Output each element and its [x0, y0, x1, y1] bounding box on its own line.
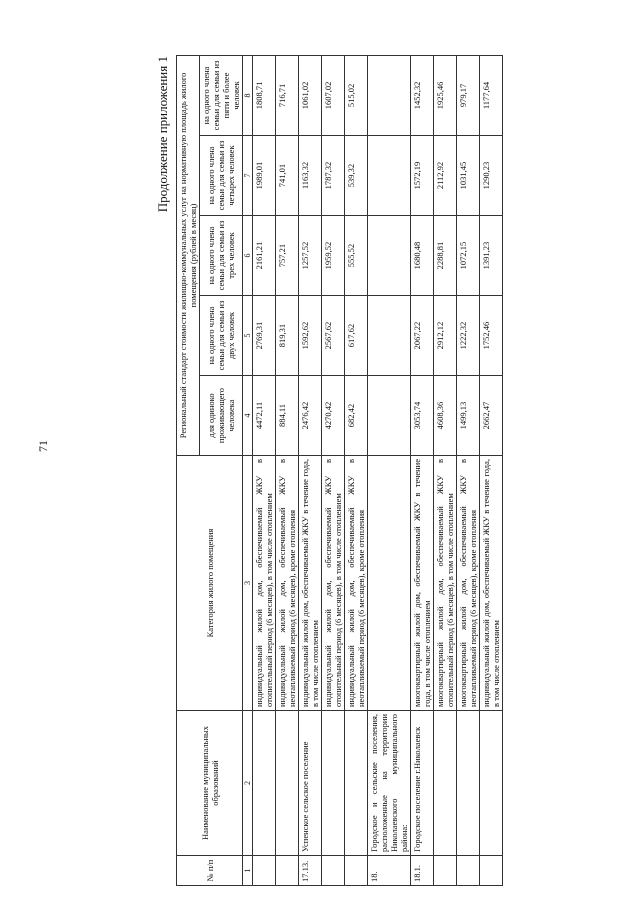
value-family-2: 819,31	[276, 296, 299, 376]
value-family-4: 1031,45	[457, 136, 480, 216]
value-family-3: 1680,48	[411, 216, 434, 296]
continuation-title: Продолжение приложения 1	[155, 56, 170, 213]
col-number: 7	[243, 136, 253, 216]
municipality-name: Успенское сельское поселение	[299, 711, 322, 856]
col-category-header: Категория жилого помещения	[177, 456, 243, 711]
municipality-name: Городское и сельские поселения, расположенные на территории Николаевского муниципального района:	[368, 711, 411, 856]
row-number	[345, 856, 368, 886]
col-number: 3	[243, 456, 253, 711]
sub-header-3: на одного члена семьи для семьи из трех человек	[200, 216, 243, 296]
col-number: 4	[243, 376, 253, 456]
value-single: 2476,42	[299, 376, 322, 456]
row-number: 17.13.	[299, 856, 322, 886]
value-family-4: 1787,32	[322, 136, 345, 216]
row-number	[457, 856, 480, 886]
value-family-3: 555,52	[345, 216, 368, 296]
value-family-2: 1592,62	[299, 296, 322, 376]
housing-category: многоквартирный жилой дом, обеспечиваемый ЖКУ в неотапливаемый период (6 месяцев), кроме отопления	[457, 456, 480, 711]
row-number	[434, 856, 457, 886]
header-row	[177, 55, 200, 885]
value-family-5: 1607,02	[322, 55, 345, 135]
value-family-4: 1572,19	[411, 136, 434, 216]
sub-header-1: для одиноко проживающего человека	[200, 376, 243, 456]
value-family-2: 1222,32	[457, 296, 480, 376]
municipality-name	[480, 711, 503, 856]
value-family-2	[368, 296, 411, 376]
municipality-name	[457, 711, 480, 856]
table-row	[368, 55, 411, 885]
column-number-row	[243, 55, 253, 885]
municipality-name	[434, 711, 457, 856]
value-family-3	[368, 216, 411, 296]
table-row	[299, 55, 322, 885]
housing-category: индивидуальный жилой дом, обеспечиваемый ЖКУ в неотапливаемый период (6 месяцев), кроме отопления	[345, 456, 368, 711]
value-family-2: 1752,46	[480, 296, 503, 376]
municipality-name	[276, 711, 299, 856]
page-number: 71	[36, 440, 50, 452]
value-family-3: 1391,23	[480, 216, 503, 296]
housing-category: индивидуальный жилой дом, обеспечиваемый ЖКУ в течение года, в том числе отоплением	[480, 456, 503, 711]
value-single: 4270,42	[322, 376, 345, 456]
value-family-3: 757,21	[276, 216, 299, 296]
value-family-4: 741,01	[276, 136, 299, 216]
value-family-5: 1061,02	[299, 55, 322, 135]
col-num-header: № п/п	[177, 856, 243, 886]
housing-category: многоквартирный жилой дом, обеспечиваемый ЖКУ в течение года, в том числе отоплением	[411, 456, 434, 711]
value-single: 3053,74	[411, 376, 434, 456]
value-family-5: 1452,32	[411, 55, 434, 135]
value-family-3: 1072,15	[457, 216, 480, 296]
housing-category: индивидуальный жилой дом, обеспечиваемый ЖКУ в течение года, в том числе отоплением	[299, 456, 322, 711]
col-name-header: Наименование муниципальных образований	[177, 711, 243, 856]
col-standard-header: Региональный стандарт стоимости жилищно-коммунальных услуг на нормативную площадь жилого помещения (рублей в месяц)	[177, 55, 200, 455]
value-family-2: 2769,31	[253, 296, 276, 376]
table-row	[276, 55, 299, 885]
value-family-5	[368, 55, 411, 135]
value-family-2: 2067,22	[411, 296, 434, 376]
value-family-2: 617,62	[345, 296, 368, 376]
value-single: 884,11	[276, 376, 299, 456]
value-single: 682,42	[345, 376, 368, 456]
row-number	[322, 856, 345, 886]
value-family-4: 539,32	[345, 136, 368, 216]
value-single: 4608,36	[434, 376, 457, 456]
housing-category: многоквартирный жилой дом, обеспечиваемый ЖКУ в отопительный период (6 месяцев), в том числе отоплением	[434, 456, 457, 711]
value-family-4	[368, 136, 411, 216]
value-single: 2662,47	[480, 376, 503, 456]
value-family-5: 716,71	[276, 55, 299, 135]
value-family-3: 2288,81	[434, 216, 457, 296]
table-row	[434, 55, 457, 885]
col-number: 2	[243, 711, 253, 856]
row-number	[480, 856, 503, 886]
value-single: 4472,11	[253, 376, 276, 456]
table-row	[480, 55, 503, 885]
value-family-5: 1808,71	[253, 55, 276, 135]
value-family-5: 1925,46	[434, 55, 457, 135]
value-family-5: 515,02	[345, 55, 368, 135]
table-row	[345, 55, 368, 885]
row-number	[253, 856, 276, 886]
value-family-4: 1989,01	[253, 136, 276, 216]
rotated-sheet	[156, 56, 634, 886]
table-row	[411, 55, 434, 885]
value-family-5: 979,17	[457, 55, 480, 135]
value-family-4: 1163,32	[299, 136, 322, 216]
value-single: 1499,13	[457, 376, 480, 456]
table-row	[457, 55, 480, 885]
housing-category: индивидуальный жилой дом, обеспечиваемый ЖКУ в неотапливаемый период (6 месяцев), кроме отопления	[276, 456, 299, 711]
row-number	[276, 856, 299, 886]
table-row	[253, 55, 276, 885]
housing-category	[368, 456, 411, 711]
col-number: 6	[243, 216, 253, 296]
sub-header-4: на одного члена семьи для семьи из четырех человек	[200, 136, 243, 216]
municipality-name	[322, 711, 345, 856]
row-number: 18.1.	[411, 856, 434, 886]
value-family-3: 2161,21	[253, 216, 276, 296]
housing-category: индивидуальный жилой дом, обеспечиваемый ЖКУ в отопительный период (6 месяцев), в том числе отоплением	[253, 456, 276, 711]
value-family-3: 1257,52	[299, 216, 322, 296]
col-number: 5	[243, 296, 253, 376]
value-family-2: 2567,62	[322, 296, 345, 376]
municipality-name: Городское поселение г.Николаевск	[411, 711, 434, 856]
value-family-5: 1177,64	[480, 55, 503, 135]
value-family-4: 2112,92	[434, 136, 457, 216]
value-single	[368, 376, 411, 456]
col-number: 8	[243, 55, 253, 135]
col-number: 1	[243, 856, 253, 886]
value-family-2: 2912,12	[434, 296, 457, 376]
table-row	[322, 55, 345, 885]
municipality-name	[345, 711, 368, 856]
sub-header-5: на одного члена семьи для семьи из пяти и более человек	[200, 55, 243, 135]
housing-category: индивидуальный жилой дом, обеспечиваемый ЖКУ в отопительный период (6 месяцев), в том числе отоплением	[322, 456, 345, 711]
row-number: 18.	[368, 856, 411, 886]
standard-cost-table	[176, 55, 503, 886]
value-family-4: 1290,23	[480, 136, 503, 216]
municipality-name	[253, 711, 276, 856]
value-family-3: 1959,52	[322, 216, 345, 296]
sub-header-2: на одного члена семьи для семьи из двух человек	[200, 296, 243, 376]
